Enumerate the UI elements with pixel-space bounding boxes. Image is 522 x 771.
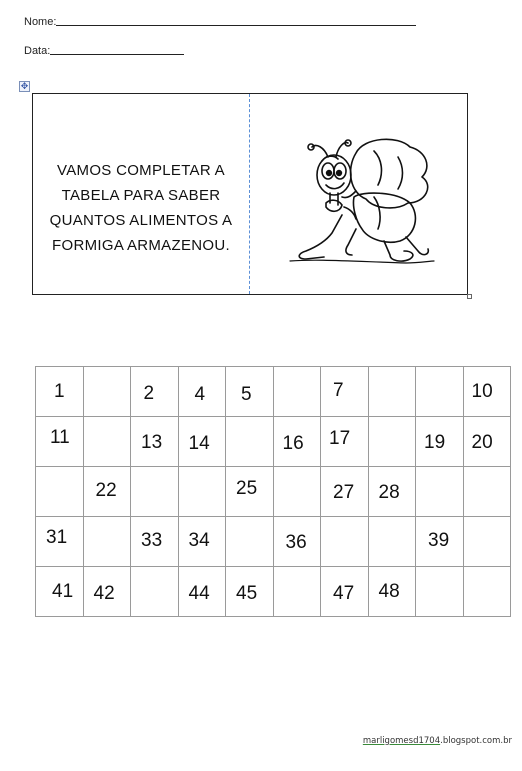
grid-cell-blank[interactable] — [226, 417, 274, 467]
grid-cell-blank[interactable] — [273, 567, 321, 617]
grid-number: 27 — [333, 482, 355, 503]
grid-cell-filled — [368, 467, 416, 517]
grid-cell-blank[interactable] — [36, 467, 84, 517]
date-label: Data: — [24, 45, 51, 57]
instruction-line: FORMIGA ARMAZENOU. — [52, 237, 230, 254]
grid-cell-filled — [321, 367, 369, 417]
date-blank-line[interactable] — [50, 44, 184, 55]
grid-row — [36, 517, 511, 567]
grid-number: 2 — [143, 383, 155, 404]
grid-number: 45 — [236, 583, 258, 604]
grid-row — [36, 367, 511, 417]
grid-cell-blank[interactable] — [83, 417, 131, 467]
grid-cell-filled — [178, 367, 226, 417]
grid-number: 13 — [141, 432, 163, 453]
grid-cell-blank[interactable] — [368, 517, 416, 567]
grid-number: 42 — [93, 583, 115, 604]
number-grid — [35, 366, 511, 617]
grid-number: 1 — [54, 381, 65, 402]
grid-cell-blank[interactable] — [368, 367, 416, 417]
grid-cell-filled — [273, 417, 321, 467]
grid-number: 33 — [141, 530, 163, 551]
grid-cell-filled — [83, 567, 131, 617]
grid-number: 7 — [333, 380, 344, 401]
grid-cell-blank[interactable] — [131, 567, 179, 617]
table-move-handle-icon[interactable]: ✥ — [20, 81, 29, 91]
grid-number: 10 — [471, 381, 493, 402]
grid-row — [36, 467, 511, 517]
grid-cell-blank[interactable] — [131, 367, 179, 417]
grid-number: 22 — [95, 480, 117, 501]
grid-number: 34 — [188, 530, 210, 551]
grid-cell-filled — [36, 367, 84, 417]
grid-cell-filled — [416, 417, 464, 467]
grid-cell-filled — [36, 417, 84, 467]
grid-number: 5 — [241, 384, 252, 405]
grid-cell-blank[interactable] — [321, 517, 369, 567]
grid-cell-blank[interactable] — [178, 467, 226, 517]
grid-cell-filled — [368, 567, 416, 617]
grid-cell-blank[interactable] — [368, 417, 416, 467]
date-field[interactable] — [24, 44, 184, 57]
grid-cell-blank[interactable] — [463, 467, 511, 517]
grid-cell-filled — [178, 567, 226, 617]
grid-cell-filled — [463, 417, 511, 467]
grid-cell-blank[interactable] — [131, 467, 179, 517]
grid-cell-filled — [226, 367, 274, 417]
grid-number: 47 — [333, 583, 355, 604]
instruction-text — [33, 158, 249, 258]
header-cell-divider — [249, 94, 250, 294]
grid-number: 39 — [428, 530, 450, 551]
footer-credit-domain: .blogspot.com.br — [440, 736, 512, 746]
grid-number: 41 — [52, 581, 74, 602]
ant-carrying-sack-icon — [286, 133, 436, 271]
grid-cell-filled — [416, 517, 464, 567]
grid-cell-filled — [178, 417, 226, 467]
grid-number: 19 — [424, 432, 446, 453]
grid-cell-filled — [321, 567, 369, 617]
grid-cell-filled — [463, 367, 511, 417]
grid-cell-filled — [273, 517, 321, 567]
grid-cell-filled — [226, 467, 274, 517]
grid-row — [36, 417, 511, 467]
table-resize-handle[interactable] — [467, 294, 472, 299]
grid-number: 20 — [471, 432, 493, 453]
grid-cell-filled — [131, 417, 179, 467]
grid-cell-filled — [226, 567, 274, 617]
grid-cell-blank[interactable] — [416, 367, 464, 417]
footer-credit-name: marligomesd1704 — [362, 736, 441, 746]
grid-number: 31 — [46, 527, 68, 548]
grid-number: 44 — [188, 583, 210, 604]
grid-cell-blank[interactable] — [273, 367, 321, 417]
name-field[interactable] — [24, 15, 416, 28]
grid-cell-filled — [131, 517, 179, 567]
grid-number: 25 — [236, 478, 258, 499]
grid-number: 16 — [282, 433, 304, 454]
grid-row — [36, 567, 511, 617]
grid-cell-filled — [178, 517, 226, 567]
footer-credit — [363, 736, 512, 746]
name-blank-line[interactable] — [56, 15, 416, 26]
grid-number: 4 — [194, 384, 206, 405]
grid-cell-blank[interactable] — [416, 567, 464, 617]
grid-cell-filled — [321, 467, 369, 517]
grid-number: 14 — [188, 433, 210, 454]
grid-cell-blank[interactable] — [273, 467, 321, 517]
instruction-line: TABELA PARA SABER — [61, 187, 221, 204]
grid-cell-blank[interactable] — [416, 467, 464, 517]
instruction-line: VAMOS COMPLETAR A — [57, 162, 225, 179]
grid-number: 48 — [378, 581, 400, 602]
grid-cell-filled — [36, 567, 84, 617]
grid-number: 28 — [378, 482, 400, 503]
grid-cell-filled — [36, 517, 84, 567]
grid-number: 36 — [285, 532, 307, 553]
name-label: Nome: — [24, 16, 57, 28]
grid-cell-blank[interactable] — [463, 517, 511, 567]
grid-cell-filled — [83, 367, 155, 417]
grid-cell-blank[interactable] — [463, 567, 511, 617]
grid-number: 17 — [329, 428, 351, 449]
grid-cell-filled — [321, 417, 369, 467]
grid-number: 11 — [50, 427, 70, 448]
instruction-line: QUANTOS ALIMENTOS A — [49, 212, 233, 229]
grid-cell-blank[interactable] — [83, 517, 131, 567]
grid-cell-blank[interactable] — [226, 517, 274, 567]
grid-cell-filled — [83, 467, 131, 517]
